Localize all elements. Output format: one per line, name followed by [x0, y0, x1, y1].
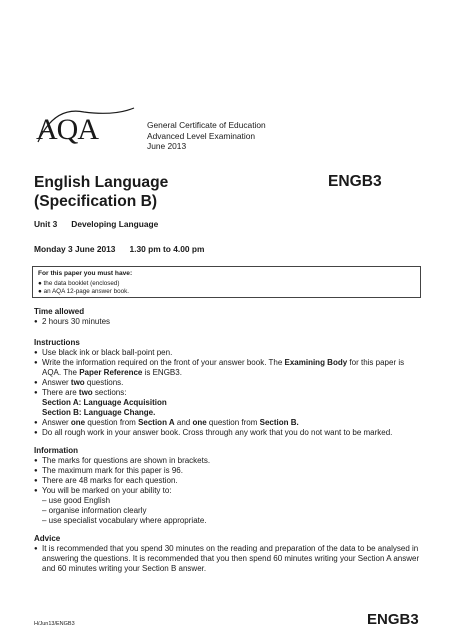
unit-name: Developing Language [71, 219, 159, 229]
list-item: ● Use black ink or black ball-point pen. [34, 348, 424, 358]
list-item-text: an AQA 12-page answer book. [43, 288, 129, 295]
exam-time: 1.30 pm to 4.00 pm [129, 244, 205, 254]
list-item: ● There are 48 marks for each question. [34, 476, 424, 486]
list-item: ● 2 hours 30 minutes [34, 317, 424, 327]
requirements-list [38, 280, 129, 296]
time-allowed-section [34, 307, 424, 327]
paper-reference: H/Jun13/ENGB3 [34, 621, 75, 627]
section-heading: Time allowed [34, 307, 85, 316]
section-heading: Information [34, 446, 78, 455]
list-item: ● Do all rough work in your answer book. Cross through any work that you do not want to be marked. [34, 428, 424, 438]
list-item: ● There are two sections: [34, 388, 424, 398]
paper-title [34, 173, 168, 211]
title-line-1: English Language [34, 174, 169, 191]
requirements-box [32, 266, 421, 298]
title-line-2: (Specification B) [34, 193, 158, 210]
list-item-text: the data booklet (enclosed) [43, 280, 120, 287]
list-item: ● Answer one question from Section A and one question from Section B. [34, 418, 424, 428]
unit-line [34, 219, 158, 229]
list-item: ● an AQA 12-page answer book. [38, 288, 129, 295]
footer-paper-code: ENGB3 [367, 611, 419, 628]
paper-code: ENGB3 [328, 173, 382, 190]
section-heading: Instructions [34, 338, 80, 347]
list-item: ● The marks for questions are shown in brackets. [34, 456, 424, 466]
list-item: ● You will be marked on your ability to: [34, 486, 424, 496]
list-item: ● The maximum mark for this paper is 96. [34, 466, 424, 476]
section-heading: Advice [34, 534, 61, 543]
cert-line: June 2013 [147, 141, 187, 152]
cert-line: Advanced Level Examination [147, 130, 256, 141]
instructions-section [34, 338, 424, 438]
information-section [34, 446, 424, 526]
sub-item: – use good English [42, 496, 111, 505]
unit-number: Unit 3 [34, 219, 58, 229]
sub-item: – organise information clearly [42, 506, 147, 515]
cert-line: General Certificate of Education [147, 120, 266, 130]
list-item: ● the data booklet (enclosed) [38, 280, 120, 287]
svg-text:AQA: AQA [36, 113, 98, 144]
sub-item: – use specialist vocabulary where appropriate. [42, 516, 207, 525]
certificate-info [147, 120, 266, 152]
list-item: ● Answer two questions. [34, 378, 424, 388]
advice-section [34, 534, 424, 574]
list-item: ● Write the information required on the front of your answer book. The Examining Body for this paper is AQA. The Paper Reference is ENGB3. [34, 358, 424, 378]
exam-date: Monday 3 June 2013 [34, 244, 116, 254]
section-a-label: Section A: Language Acquisition [42, 398, 167, 407]
aqa-logo [34, 106, 138, 144]
exam-date-line [34, 244, 204, 254]
section-b-label: Section B: Language Change. [42, 408, 156, 417]
requirements-heading: For this paper you must have: [38, 270, 133, 277]
list-item: ● It is recommended that you spend 30 minutes on the reading and preparation of the data to be analysed in answering the questions. It is recommended that you then spend 60 minutes writing your Section A answer and 60 minutes writing your Section B answer. [34, 544, 424, 574]
